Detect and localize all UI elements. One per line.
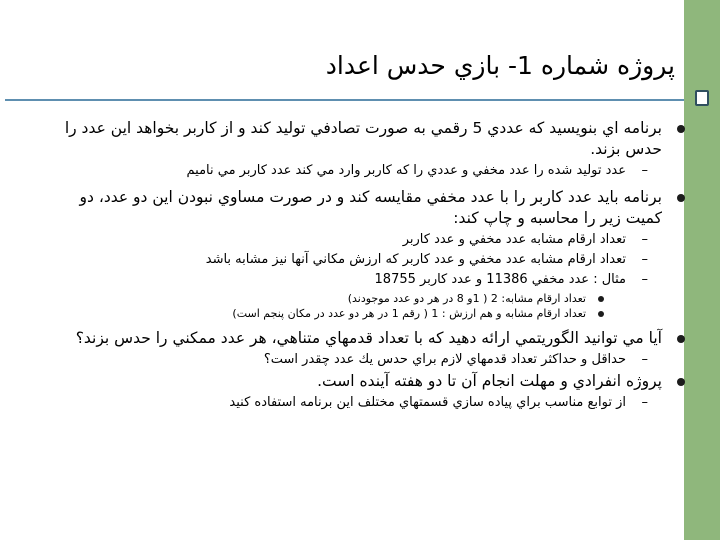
sub-bullet-item [45,162,688,180]
sub-sub-bullet-item [45,291,688,306]
dash-marker: – [641,163,648,178]
sub-sub-bullet-text: تعداد ارقام مشابه: 2 ( 1و 8 در هر دو عدد موجودند) [347,292,586,305]
sub-bullet-item [45,251,688,269]
bullet-dot [598,296,604,302]
bullet-box-decoration [695,90,709,106]
slide-title: پروژه شماره 1- بازي حدس اعداد [325,51,675,80]
sub-bullet-text: حداقل و حداكثر تعداد قدمهاي لازم براي حدس يك عدد چقدر است؟ [263,352,626,367]
bullet-text: پروژه انفرادي و مهلت انجام آن تا دو هفته آينده است. [317,372,662,390]
sub-bullet-item [45,351,688,369]
bullet-text: برنامه بايد عدد كاربر را با عدد مخفي مقايسه كند و در صورت مساوي نبودن اين دو عدد، دو كميت زير را محاسبه و چاپ كند: [79,188,662,227]
sub-bullet-text: تعداد ارقام مشابه عدد مخفي و عدد كاربر [402,232,626,247]
bullet-item [45,371,688,392]
slide-body [45,118,688,412]
dash-marker: – [641,272,648,287]
bullet-text: آيا مي توانيد الگوريتمي ارائه دهيد كه با تعداد قدمهاي متناهي، هر عدد ممكني را حدس بزند؟ [75,329,662,347]
sub-sub-bullet-item [45,306,688,321]
sub-bullet-text: عدد توليد شده را عدد مخفي و عددي را كه كاربر وارد مي كند عدد كاربر مي ناميم [186,163,626,178]
sub-sub-bullet-text: تعداد ارقام مشابه و هم ارزش : 1 ( رقم 1 در هر دو عدد در مكان پنجم است) [232,307,586,320]
sub-bullet-text: تعداد ارقام مشابه عدد مخفي و عدد كاربر كه ارزش مكاني آنها نيز مشابه باشد [205,252,626,267]
dash-marker: – [641,352,648,367]
bullet-item [45,118,688,160]
dash-marker: – [641,395,648,410]
bullet-dot [677,194,685,202]
sub-bullet-item [45,231,688,249]
sub-bullet-text: مثال : عدد مخفي 11386 و عدد كاربر 18755 [374,272,626,287]
bullet-dot [677,125,685,133]
side-accent-bar [684,0,720,540]
sub-bullet-item [45,271,688,289]
sub-bullet-item [45,394,688,412]
bullet-item [45,187,688,229]
dash-marker: – [641,232,648,247]
sub-bullet-text: از توابع مناسب براي پياده سازي قسمتهاي مختلف اين برنامه استفاده كنيد [229,395,626,410]
bullet-text: برنامه اي بنويسيد كه عددي 5 رقمي به صورت تصادفي توليد كند و از كاربر بخواهد اين عدد را حدس بزند. [64,119,662,158]
bullet-item [45,328,688,349]
dash-marker: – [641,252,648,267]
bullet-dot [598,311,604,317]
bullet-dot [677,335,685,343]
title-divider [5,99,684,101]
bullet-dot [677,378,685,386]
